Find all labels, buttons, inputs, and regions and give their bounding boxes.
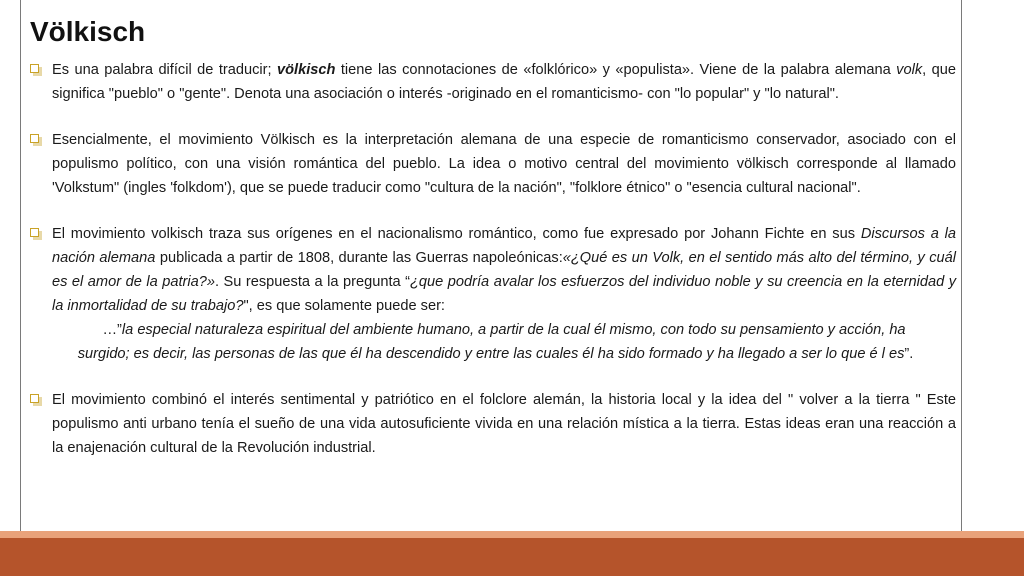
slide-title: Völkisch: [30, 16, 146, 47]
bullet-paragraph-2: [30, 128, 956, 200]
fichte-question: «¿Qué es un Volk, en el sentido más alto del término, y cuál es el amor de la patria?»: [52, 250, 956, 290]
bullet-paragraph-3: [30, 222, 956, 318]
bullet-paragraph-4: [30, 388, 956, 460]
term-volk: volk: [896, 62, 923, 78]
text-run: publicada a partir de 1808, durante las Guerras napoleónicas:: [155, 250, 563, 266]
text-run: . Su respuesta a la pregunta “: [214, 274, 411, 290]
book-title: Discursos a la nación alemana: [52, 226, 956, 266]
square-bullet-icon: [30, 394, 39, 403]
square-bullet-icon: [30, 134, 39, 143]
fichte-question-2: ¿que podría avalar los esfuerzos del individuo noble y su creencia en la eternidad y la inmortalidad de su trabajo?: [52, 274, 957, 314]
text-run: ", es que solamente puede ser:: [243, 298, 445, 314]
quote-text-1: la especial naturaleza espiritual del ambiente humano, a partir de la cual él mismo, con todo su pensamiento y acción, ha: [121, 322, 906, 338]
footer-bar: [0, 538, 1024, 576]
text-run: , que significa "pueblo" o "gente". Denota una asociación o interés -originado en el romanticismo- con "lo popular" y "lo natural".: [52, 62, 956, 102]
text-run: Es una palabra difícil de traducir;: [52, 62, 278, 78]
quote-text-2: surgido; es decir, las personas de las que él ha descendido y entre las cuales él ha sido formado y ha llegado a ser lo que é l es: [77, 346, 905, 362]
fichte-quote: [30, 318, 956, 366]
text-run: Esencialmente, el movimiento Völkisch es la interpretación alemana de una especie de romanticismo conservador, asociado con el populismo político, con una visión romántica del pueblo. La idea o motivo central del movimiento völkisch corresponde al llamado 'Volkstum" (ingles 'folkdom'), que se puede traducir como "cultura de la nación", "folklore étnico" o "esencia cultural nacional".: [52, 132, 956, 196]
slide-content: [30, 58, 956, 482]
quote-open: …”: [102, 322, 122, 338]
square-bullet-icon: [30, 228, 39, 237]
square-bullet-icon: [30, 64, 39, 73]
footer-accent-stripe: [0, 531, 1024, 538]
quote-close: ”.: [904, 346, 914, 362]
quote-line-1: [30, 318, 956, 342]
text-run: tiene las connotaciones de «folklórico» y «populista». Viene de la palabra alemana: [335, 62, 897, 78]
text-run: El movimiento combinó el interés sentimental y patriótico en el folclore alemán, la historia local y la idea del " volver a la tierra " Este populismo anti urbano tenía el sueño de una vida autosuficiente vivida en una relación mística a la tierra. Estas ideas eran una reacción a la enajenación cultural de la Revolución industrial.: [52, 392, 956, 456]
quote-line-2: [30, 342, 956, 366]
text-run: El movimiento volkisch traza sus orígenes en el nacionalismo romántico, como fue expresado por Johann Fichte en sus: [52, 226, 861, 242]
term-volkisch: völkisch: [277, 62, 336, 78]
bullet-paragraph-1: [30, 58, 956, 106]
